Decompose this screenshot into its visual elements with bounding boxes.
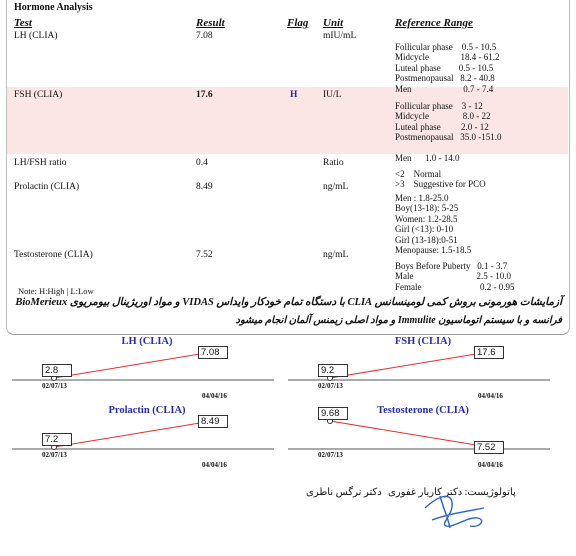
prolactin-result: 8.49	[196, 182, 213, 192]
ratio-reference: <2 Normal >3 Suggestive for PCO	[395, 168, 486, 189]
testosterone-result: 7.52	[196, 250, 213, 260]
fsh-flag: H	[290, 90, 298, 100]
fsh-reference: Follicular phase 3 - 12 Midcycle 8.0 - 22 Luteal phase 2.0 - 12 Postmenopausal 35.0 -151.0 Men 1.0 - 14.0	[395, 100, 502, 163]
lh-trend-chart	[12, 336, 282, 406]
lh-trend-line	[54, 352, 212, 378]
lh-chart-title: LH (CLIA)	[121, 336, 173, 347]
fsh-unit: IU/L	[323, 90, 342, 100]
testosterone-value-label: 9.68	[318, 407, 348, 420]
method-note-line1: آزمایشات هورمونی بروش کمی لومینسانس CLIA با دستگاه تمام خودکار وایداس VIDAS و مواد اوریژینال بیومریوی BioMerieux	[15, 297, 562, 308]
header-result: Result	[196, 17, 225, 29]
prolactin-trend-line	[54, 421, 212, 447]
signature-name-right: پاتولوژیست: دکتر کاریار غفوری	[388, 487, 516, 498]
fsh-value-label: 17.6	[474, 346, 504, 359]
section-title: Hormone Analysis	[14, 2, 93, 13]
fsh-date-label: 04/04/16	[478, 392, 503, 400]
prolactin-date-label: 04/04/16	[202, 461, 227, 469]
fsh-trend-chart	[288, 336, 558, 406]
testosterone-trend-chart	[288, 405, 558, 475]
testosterone-value-label: 7.52	[474, 441, 504, 454]
ratio-unit: Ratio	[323, 158, 344, 168]
fsh-value-label: 9.2	[318, 364, 348, 377]
fsh-chart-title: FSH (CLIA)	[394, 336, 452, 347]
flag-legend-note: Note: H:High | L:Low	[18, 286, 94, 296]
fsh-result: 17.6	[196, 90, 213, 100]
prolactin-reference: Men : 1.8-25.0 Boy(13-18): 5-25 Women: 1.2-28.5 Girl (<13): 0-10 Girl (13-18):0-51 Menopause: 1.5-18.5	[395, 192, 472, 255]
lh-unit: mIU/mL	[323, 31, 357, 41]
prolactin-trend-chart	[12, 405, 282, 475]
ratio-test: LH/FSH ratio	[14, 158, 67, 168]
testosterone-date-label: 04/04/16	[478, 461, 503, 469]
fsh-trend-line	[330, 352, 488, 378]
fsh-date-label: 02/07/13	[318, 382, 343, 390]
prolactin-value-label: 7.2	[42, 433, 72, 446]
testosterone-trend-line	[330, 421, 488, 447]
testosterone-chart-title: Testosterone (CLIA)	[377, 405, 469, 416]
prolactin-chart-title: Prolactin (CLIA)	[108, 405, 186, 416]
lh-date-label: 02/07/13	[42, 382, 67, 390]
lh-date-label: 04/04/16	[202, 392, 227, 400]
testosterone-unit: ng/mL	[323, 250, 349, 260]
testosterone-date-label: 02/07/13	[318, 451, 343, 459]
prolactin-unit: ng/mL	[323, 182, 349, 192]
header-test: Test	[14, 17, 32, 29]
testosterone-test: Testosterone (CLIA)	[14, 250, 93, 260]
lh-value-label: 7.08	[198, 346, 228, 359]
handwritten-signature	[420, 488, 490, 530]
ratio-result: 0.4	[196, 158, 208, 168]
fsh-test: FSH (CLIA)	[14, 90, 63, 100]
prolactin-test: Prolactin (CLIA)	[14, 182, 80, 192]
prolactin-value-label: 8.49	[198, 415, 228, 428]
lh-result: 7.08	[196, 31, 213, 41]
lh-reference: Follicular phase 0.5 - 10.5 Midcycle 18.4 - 61.2 Luteal phase 0.5 - 10.5 Postmenopausal 8.2 - 40.8 Men 0.7 - 7.4	[395, 41, 500, 94]
method-note-line2: فرانسه و با سیستم اتوماسیون Immulite و مواد اصلی زیمنس آلمان انجام میشود	[235, 315, 562, 326]
header-unit: Unit	[323, 17, 344, 29]
lh-value-label: 2.8	[42, 364, 72, 377]
testosterone-reference: Boys Before Puberty 0.1 - 3.7 Male 2.5 - 10.0 Female 0.2 - 0.95	[395, 260, 515, 292]
lh-test: LH (CLIA)	[14, 31, 58, 41]
signature-name-left: دکتر نرگس ناطری	[306, 487, 382, 498]
header-reference: Reference Range	[395, 17, 473, 29]
header-flag: Flag	[287, 17, 309, 29]
prolactin-date-label: 02/07/13	[42, 451, 67, 459]
